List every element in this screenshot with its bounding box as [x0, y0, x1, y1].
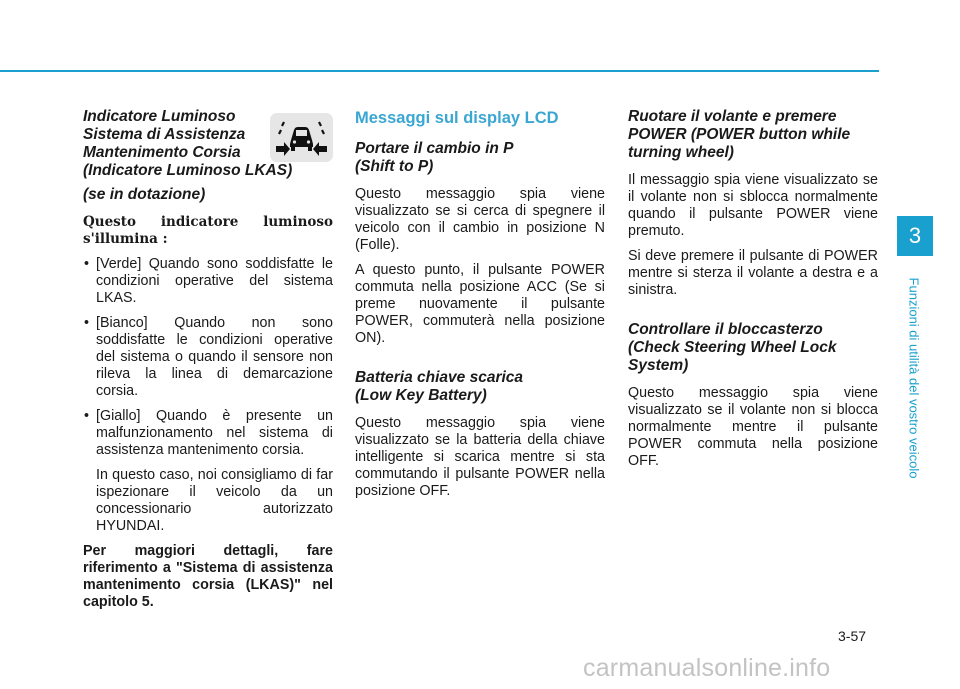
title-line: (Low Key Battery) [355, 387, 487, 404]
bullet-text: [Bianco] Quando non sono soddisfatte le condizioni operative del sistema o quando il sensore non rileva la linea di demarcazione corsia. [96, 315, 333, 399]
top-divider [0, 70, 879, 72]
list-item [83, 256, 333, 307]
lkas-title-line: Mantenimento Corsia [83, 144, 241, 161]
page-number: 3-57 [838, 628, 867, 644]
title-line: turning wheel) [628, 144, 734, 161]
shift-to-p-paragraph: A questo punto, il pulsante POWER commuta nella posizione ACC (Se si preme nuovamente il pulsante POWER, commuterà nella posizione ON). [355, 262, 605, 346]
lkas-note: Per maggiori dettagli, fare riferimento a "Sistema di assistenza mantenimento corsia (LKAS)" nel capitolo 5. [83, 543, 333, 610]
lkas-bullet-list [83, 256, 333, 535]
steering-lock-title [628, 321, 878, 375]
lkas-title-line: Sistema di Assistenza [83, 126, 246, 143]
title-line: Batteria chiave scarica [355, 369, 524, 386]
title-line: (Shift to P) [355, 158, 434, 175]
chapter-tab: 3 [897, 216, 933, 256]
turning-wheel-paragraph: Il messaggio spia viene visualizzato se il volante non si sblocca normalmente quando il pulsante POWER viene premuto. [628, 172, 878, 239]
low-key-battery-paragraph: Questo messaggio spia viene visualizzato se la batteria della chiave intelligente si scarica mentre si sta commutando il pulsante POWER nella posizione OFF. [355, 415, 605, 499]
title-line: Portare il cambio in P [355, 140, 514, 157]
title-line: Ruotare il volante e premere [628, 108, 837, 125]
list-item [83, 408, 333, 535]
title-line: POWER (POWER button while [628, 126, 851, 143]
bullet-text: [Verde] Quando sono soddisfatte le condizioni operative del sistema LKAS. [96, 256, 333, 306]
steering-lock-paragraph: Questo messaggio spia viene visualizzato se il volante non si blocca normalmente mentre il pulsante POWER commuta nella posizione OFF. [628, 385, 878, 469]
shift-to-p-title [355, 140, 605, 176]
lkas-intro: Questo indicatore luminoso s'illumina : [83, 214, 333, 247]
title-line: System) [628, 357, 689, 374]
chapter-label-text: Funzioni di utilità del vostro veicolo [906, 277, 922, 479]
bullet-continuation: In questo caso, noi consigliamo di far ispezionare il veicolo da un concessionario autorizzato HYUNDAI. [96, 467, 333, 534]
lkas-title-line: (Indicatore Luminoso LKAS) [83, 162, 293, 179]
chapter-label [899, 266, 929, 490]
bullet-text: [Giallo] Quando è presente un malfunzionamento nel sistema di assistenza mantenimento corsia. [96, 408, 333, 458]
lkas-title [83, 108, 333, 204]
low-key-battery-title [355, 369, 605, 405]
column-lkas [83, 108, 333, 619]
title-line: (Check Steering Wheel Lock [628, 339, 837, 356]
lkas-subtitle: (se in dotazione) [83, 186, 206, 203]
shift-to-p-paragraph: Questo messaggio spia viene visualizzato se si cerca di spegnere il veicolo con il cambio in posizione N (Folle). [355, 186, 605, 253]
turning-wheel-paragraph: Si deve premere il pulsante di POWER mentre si sterza il volante a destra e a sinistra. [628, 248, 878, 298]
column-lcd-messages [355, 108, 605, 508]
title-line: Controllare il bloccasterzo [628, 321, 823, 338]
watermark: carmanualsonline.info [583, 654, 831, 682]
turning-wheel-title [628, 108, 878, 162]
lkas-title-line: Indicatore Luminoso [83, 108, 236, 125]
section-heading: Messaggi sul display LCD [355, 109, 559, 127]
list-item [83, 315, 333, 400]
column-steering [628, 108, 878, 478]
